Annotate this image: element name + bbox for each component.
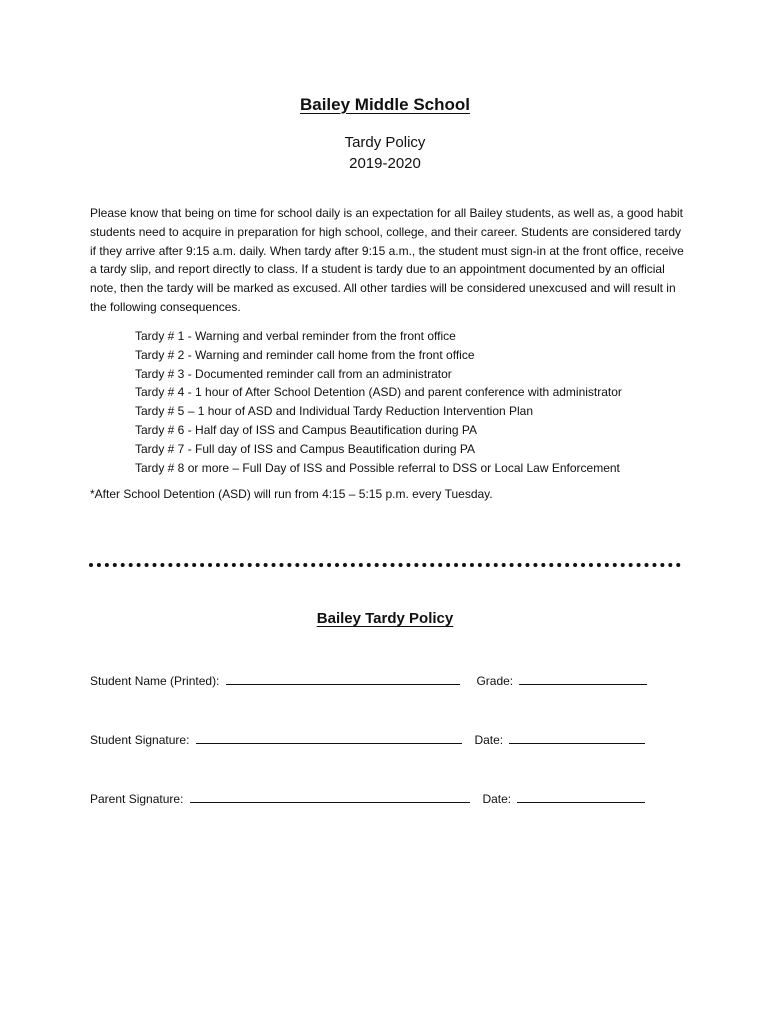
parent-signature-label: Parent Signature: [90,792,184,806]
consequences-list [135,327,622,477]
consequence-item: Tardy # 3 - Documented reminder call from an administrator [135,366,452,381]
parent-date-label: Date: [482,792,512,806]
student-date-label: Date: [474,733,504,747]
parent-date-field[interactable] [517,790,645,803]
student-name-field[interactable] [226,672,460,685]
form-title: Bailey Tardy Policy [316,610,454,627]
consequence-item: Tardy # 7 - Full day of ISS and Campus Beautification during PA [135,441,475,456]
parent-signature-row [90,790,645,806]
grade-field[interactable] [519,672,647,685]
student-date-field[interactable] [509,731,645,744]
intro-paragraph: Please know that being on time for school daily is an expectation for all Bailey students, as well as, a good habit students need to acquire in preparation for high school, college, and their career. Students are considered tardy if they arrive after 9:15 a.m. daily. When tardy after 9:15 a.m., the student must sign-in at the front office, receive a tardy slip, and report directly to class. If a student is tardy due to an appointment documented by an official note, then the tardy will be marked as excused. All other tardies will be considered unexcused and will result in the following consequences. [90,206,684,314]
asd-schedule-note: *After School Detention (ASD) will run from 4:15 – 5:15 p.m. every Tuesday. [90,487,493,501]
grade-label: Grade: [476,674,514,688]
consequence-item: Tardy # 8 or more – Full Day of ISS and Possible referral to DSS or Local Law Enforcement [135,460,620,475]
student-signature-field[interactable] [196,731,462,744]
school-name-heading: Bailey Middle School [299,95,471,114]
consequence-item: Tardy # 5 – 1 hour of ASD and Individual Tardy Reduction Intervention Plan [135,404,534,419]
consequence-item: Tardy # 6 - Half day of ISS and Campus Beautification during PA [135,422,477,437]
student-signature-label: Student Signature: [90,733,190,747]
parent-signature-field[interactable] [190,790,470,803]
student-signature-row [90,731,645,747]
consequence-item: Tardy # 1 - Warning and verbal reminder from the front office [135,329,456,343]
school-year: 2019-2020 [349,155,421,172]
student-name-row [90,672,647,688]
consequence-item: Tardy # 4 - 1 hour of After School Detention (ASD) and parent conference with administrator [135,385,622,400]
policy-title: Tardy Policy [344,134,426,151]
consequence-item: Tardy # 2 - Warning and reminder call home from the front office [135,347,475,362]
tear-off-divider [89,563,681,567]
student-name-label: Student Name (Printed): [90,674,220,688]
